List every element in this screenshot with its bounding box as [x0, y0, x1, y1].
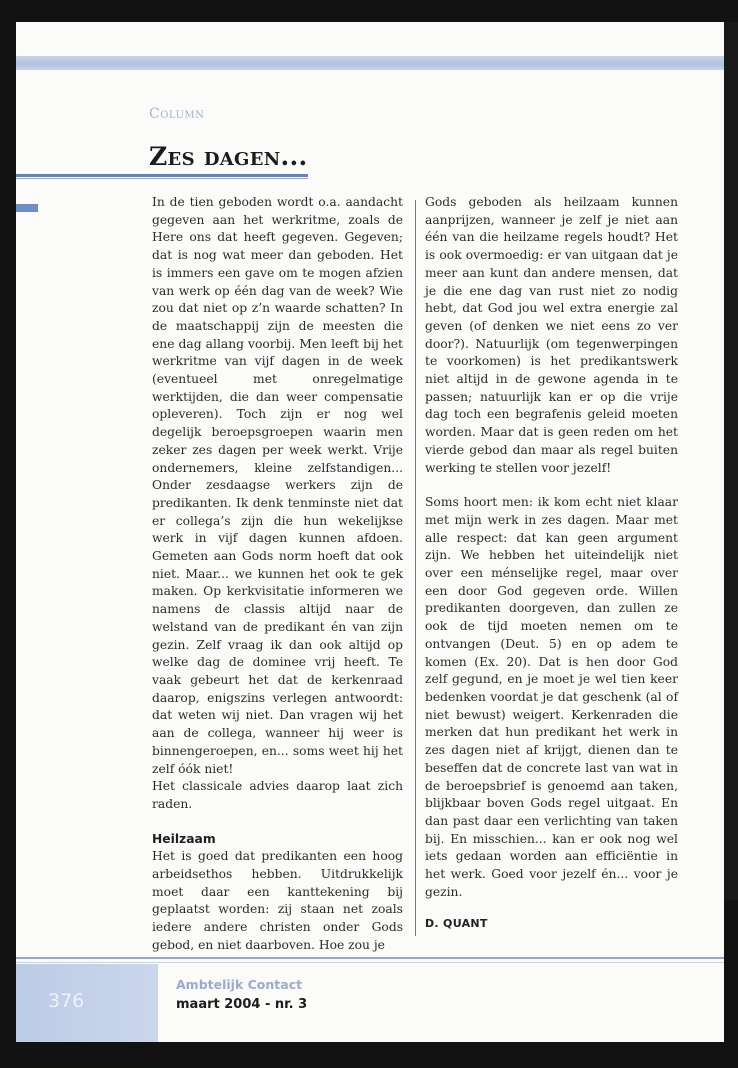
- paragraph-continuation: Gods geboden als heilzaam kunnen aanprijzen, wanneer je zelf je niet aan één van die heilzame regels houdt? Het is ook overmoedig: er van uitgaan dat je meer aan kunt dan andere mensen, dat je die ene dag van rust niet zo nodig hebt, dat God jou wel extra energie zal geven (of denken we niet eens zo ver door?). Natuurlijk (om tegenwerpingen te voorkomen) is het predikantswerk niet altijd in de gewone agenda in te passen; natuurlijk kan er op die vrije dag toch een begrafenis geleid moeten worden. Maar dat is geen reden om het vierde gebod dan maar als regel buiten werking te stellen voor jezelf!: [425, 195, 678, 475]
- column-divider: [415, 200, 416, 936]
- scan-border-right: [724, 900, 738, 1068]
- article-title: Zes dagen...: [149, 142, 308, 171]
- title-underline: [16, 174, 308, 177]
- scan-border-left: [0, 0, 16, 1068]
- header-band: [16, 56, 724, 70]
- article-column-left: [152, 194, 403, 955]
- page-number: 376: [48, 990, 85, 1012]
- title-underline-thin: [16, 178, 308, 179]
- margin-marker: [16, 204, 38, 212]
- paragraph-second: Soms hoort men: ik kom echt niet klaar met mijn werk in zes dagen. Maar met alle respect: dat kan geen argument zijn. We hebben het uiteindelijk niet over een ménselijke regel, maar over een door God gegeven orde. Willen predikanten doorgeven, dan zullen ze ook de tijd moeten nemen om te ontvangen (Deut. 5) en op adem te komen (Ex. 20). Dat is hen door God zelf gegund, en je moet je wel tien keer bedenken voordat je dat geschenk (al of niet bewust) weigert. Kerkenraden die merken dat hun predikant het werk in zes dagen niet af krijgt, dienen dan te beseffen dat de concrete last van wat in de beroepsbrief is genoemd aan taken, blijkbaar boven Gods regel uitgaat. En dan past daar een verlichting van taken bij. En misschien... kan er ook nog wel iets gedaan worden aan efficiëntie in het werk. Goed voor jezelf én... voor je gezin.: [425, 495, 678, 899]
- subheading-heilzaam: Heilzaam: [152, 831, 216, 846]
- section-label: Column: [149, 106, 205, 122]
- paragraph-gap: [425, 477, 678, 494]
- publication-name: Ambtelijk Contact: [176, 977, 303, 992]
- footer-rule: [16, 957, 724, 959]
- publication-issue: maart 2004 - nr. 3: [176, 997, 308, 1012]
- paragraph-gap: [152, 814, 403, 831]
- author-byline: D. QUANT: [425, 917, 488, 931]
- paragraph-intro: In de tien geboden wordt o.a. aandacht gegeven aan het werkritme, zoals de Here ons dat heeft gegeven. Gegeven; dat is nog wat meer dan geboden. Het is immers een gave om te mogen afzien van werk op één dag van de week? Wie zou dat niet op z’n waarde schatten? In de maatschappij zijn de meesten die ene dag allang voorbij. Men leeft bij het werkritme van vijf dagen in de week (eventueel met onregelmatige werktijden, die dan weer compensatie opleveren). Toch zijn er nog wel degelijk beroepsgroepen waarin men zeker zes dagen per week werkt. Vrije ondernemers, kleine zelfstandigen... Onder zesdaagse werkers zijn de predikanten. Ik denk tenminste niet dat er collega’s zijn die hun wekelijkse werk in vijf dagen kunnen afdoen. Gemeten aan Gods norm hoeft dat ook niet. Maar... we kunnen het ook te gek maken. Op kerkvisitatie informeren we namens de classis altijd naar de welstand van de predikant én van zijn gezin. Zelf vraag ik dan ook altijd op welke dag de dominee vrij heeft. Te vaak gebeurt het dat de kerkenraad daarop, enigszins verlegen antwoordt: dat weten wij niet. Dan vragen wij het aan de collega, wanneer hij weer is binnengeroepen, en... soms weet hij het zelf óók niet!: [152, 195, 403, 776]
- magazine-page: [16, 22, 724, 1042]
- footer-rule-thin: [16, 962, 724, 963]
- article-column-right: [425, 194, 678, 933]
- page-number-box: [16, 964, 158, 1042]
- scan-border-top: [0, 0, 738, 22]
- paragraph-intro-end: Het classicale advies daarop laat zich raden.: [152, 779, 403, 811]
- paragraph-heilzaam: Het is goed dat predikanten een hoog arbeidsethos hebben. Uitdrukkelijk moet daar een kanttekening bij geplaatst worden: zij staan net zoals iedere andere christen onder Gods gebod, en niet daarboven. Hoe zou je: [152, 849, 403, 952]
